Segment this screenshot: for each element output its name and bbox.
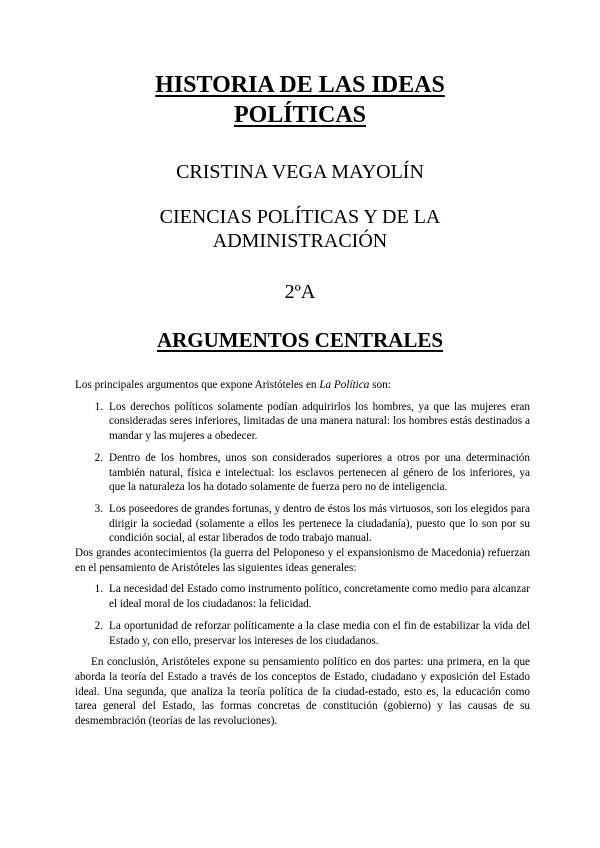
list-item-text: La oportunidad de reforzar políticamente a la clase media con el fin de estabilizar la vida del Estado y, con ello, preservar los intereses de los ciudadanos.: [109, 619, 530, 647]
list-item: [75, 400, 530, 444]
intro-text-before: Los principales argumentos que expone Aristóteles en: [75, 379, 320, 391]
list-item-text: La necesidad del Estado como instrumento político, concretamente como medio para alcanzar el ideal moral de los ciudadanos: la felicidad.: [109, 583, 530, 611]
document-title-line-2: POLÍTICAS: [233, 102, 367, 128]
list-item-number: 1.: [94, 400, 103, 413]
intro-text-after: son:: [369, 379, 391, 391]
degree-name: [0, 205, 600, 253]
arguments-list: [75, 400, 530, 546]
degree-line-1: CIENCIAS POLÍTICAS Y DE LA: [159, 206, 441, 228]
list-item: [75, 451, 530, 495]
document-title: [0, 70, 600, 130]
body-text: [75, 378, 530, 729]
document-title-line-1: HISTORIA DE LAS IDEAS: [155, 72, 445, 98]
list-item-number: 1.: [94, 583, 103, 596]
book-title: La Política: [319, 379, 370, 391]
section-heading: ARGUMENTOS CENTRALES: [156, 328, 444, 352]
list-item-number: 2.: [94, 619, 103, 632]
list-item: [75, 582, 530, 611]
course-group: 2ºA: [284, 281, 316, 303]
author-name: CRISTINA VEGA MAYOLÍN: [176, 161, 424, 183]
list-item-text: Dentro de los hombres, unos son considerados superiores a otros por una determinación también natural, física e intelectual: los esclavos pertenecen al género de los inferiores, ya que la naturaleza los ha dotado solamente de fuerza pero no de inteligencia.: [109, 451, 530, 494]
list-item-number: 2.: [94, 451, 103, 464]
intro-paragraph: [75, 378, 530, 393]
events-paragraph: Dos grandes acontecimientos (la guerra del Peloponeso y el expansionismo de Macedonia) refuerzan en el pensamiento de Aristóteles las siguientes ideas generales:: [75, 547, 530, 574]
degree-line-2: ADMINISTRACIÓN: [212, 230, 388, 252]
ideas-list: [75, 582, 530, 648]
list-item: [75, 619, 530, 648]
list-item-number: 3.: [94, 502, 103, 515]
list-item: [75, 502, 530, 546]
list-item-text: Los derechos políticos solamente podían adquirirlos los hombres, ya que las mujeres eran consideradas seres inferiores, limitadas de una manera natural: los hombres estás destinados a mandar y las mujeres a obedecer.: [109, 400, 530, 443]
conclusion-paragraph: En conclusión, Aristóteles expone su pensamiento político en dos partes: una primera, en la que aborda la teoría del Estado a través de los conceptos de Estado, ciudadano y exposición del Estado ideal. Una segunda, que analiza la teoría política de la ciudad-estado, esto es, la educación como tarea general del Estado, las formas concretas de constitución (gobierno) y las causas de su desmembración (teorías de las revoluciones).: [75, 656, 530, 728]
list-item-text: Los poseedores de grandes fortunas, y dentro de éstos los más virtuosos, son los elegidos para dirigir la sociedad (solamente a ellos les pertenece la ciudadanía), puesto que lo son por su condición social, al estar liberados de todo trabajo manual.: [109, 502, 530, 545]
